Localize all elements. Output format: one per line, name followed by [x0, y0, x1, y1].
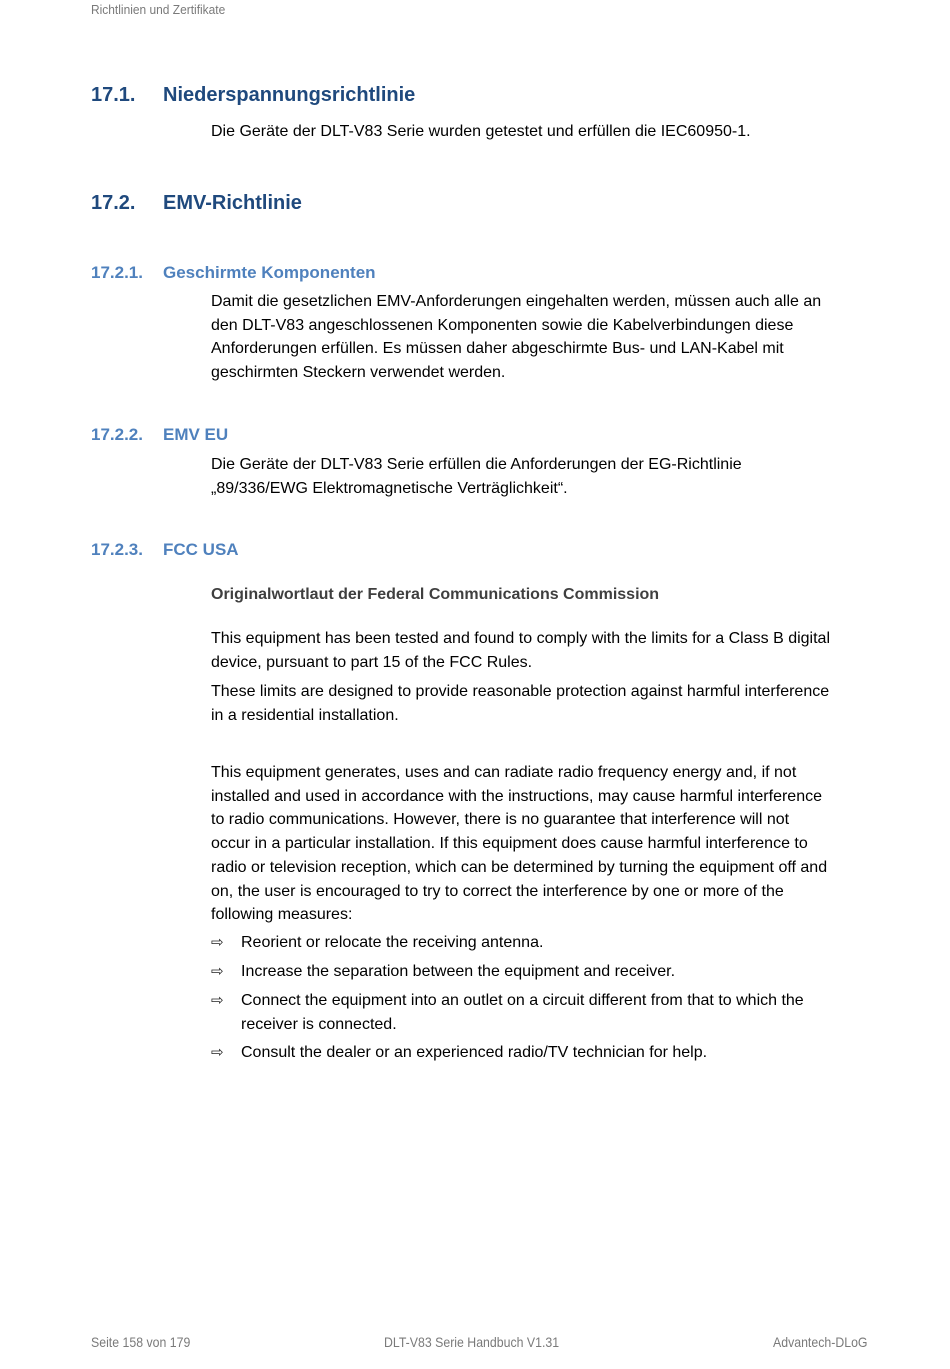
- section-title-17-2-1: Geschirmte Komponenten: [163, 263, 376, 282]
- footer-company-text: Advantech-DLoG: [773, 1334, 868, 1350]
- list-item-text: Consult the dealer or an experienced radio/TV technician for help.: [241, 1044, 708, 1061]
- section-number-17-2-3: 17.2.3.: [91, 540, 143, 559]
- text-line: in a residential installation.: [211, 706, 399, 724]
- text-line: This equipment has been tested and found to comply with the limits for a Class B digital: [211, 630, 830, 647]
- section-text-17-2-1: [211, 290, 871, 385]
- text-line: „89/336/EWG Elektromagnetische Verträglichkeit“.: [211, 479, 568, 497]
- footer-document-title: [384, 1334, 583, 1350]
- list-item-text: receiver is connected.: [241, 1015, 397, 1033]
- text-line: on, the user is encouraged to try to correct the interference by one or more of the: [211, 882, 784, 900]
- footer-doc-text: DLT-V83 Serie Handbuch V1.31: [384, 1334, 560, 1350]
- arrow-right-outline-icon: ⇨: [211, 992, 224, 1009]
- text-line: Anforderungen erfüllen. Es müssen daher abgeschirmte Bus- und LAN-Kabel mit: [211, 340, 784, 358]
- section-text-17-2-2: [211, 453, 871, 500]
- text-line: Die Geräte der DLT-V83 Serie erfüllen die Anforderungen der EG-Richtlinie: [211, 456, 742, 473]
- text-line: device, pursuant to part 15 of the FCC Rules.: [211, 653, 533, 671]
- list-item-text: Reorient or relocate the receiving antenna.: [241, 934, 544, 951]
- text-line: This equipment generates, uses and can radiate radio frequency energy and, if not: [211, 764, 797, 781]
- section-number-17-2: 17.2.: [91, 192, 136, 214]
- list-item-text: Connect the equipment into an outlet on a circuit different from that to which the: [241, 992, 804, 1009]
- section-number-17-1: 17.1.: [91, 84, 136, 106]
- fcc-paragraph-1: [211, 627, 871, 674]
- fcc-subtitle: Originalwortlaut der Federal Communications Commission: [211, 586, 660, 603]
- footer-page-text: Seite 158 von 179: [91, 1334, 191, 1350]
- text-line: geschirmten Steckern verwendet werden.: [211, 364, 506, 382]
- section-number-17-2-1: 17.2.1.: [91, 263, 143, 282]
- section-title-17-2-3: FCC USA: [163, 540, 239, 559]
- fcc-paragraph-3: [211, 761, 871, 927]
- section-text-17-1: Die Geräte der DLT-V83 Serie wurden getestet und erfüllen die IEC60950-1.: [211, 123, 751, 140]
- footer-page-number: [91, 1334, 204, 1350]
- text-line: occur in a particular installation. If this equipment does cause harmful interference to: [211, 835, 808, 853]
- arrow-right-outline-icon: ⇨: [211, 1044, 224, 1061]
- section-title-17-2-2: EMV EU: [163, 425, 229, 444]
- fcc-paragraph-2: [211, 680, 871, 727]
- fcc-measures-list: [211, 931, 871, 1071]
- section-title-17-1: Niederspannungsrichtlinie: [163, 84, 416, 106]
- text-line: den DLT-V83 angeschlossenen Komponenten sowie die Kabelverbindungen diese: [211, 316, 794, 334]
- arrow-right-outline-icon: ⇨: [211, 963, 224, 980]
- section-title-17-2: EMV-Richtlinie: [163, 192, 302, 214]
- text-line: installed and used in accordance with the instructions, may cause harmful interference: [211, 787, 822, 805]
- text-line: to radio communications. However, there is no guarantee that interference will not: [211, 811, 790, 829]
- footer-company: [773, 1334, 880, 1350]
- running-header: Richtlinien und Zertifikate: [91, 2, 226, 17]
- text-line: Damit die gesetzlichen EMV-Anforderungen eingehalten werden, müssen auch alle an: [211, 293, 822, 310]
- section-number-17-2-2: 17.2.2.: [91, 425, 143, 444]
- text-line: following measures:: [211, 906, 353, 924]
- list-item-text: Increase the separation between the equipment and receiver.: [241, 963, 676, 980]
- text-line: radio or television reception, which can be determined by turning the equipment off and: [211, 858, 828, 876]
- arrow-right-outline-icon: ⇨: [211, 934, 224, 951]
- text-line: These limits are designed to provide reasonable protection against harmful interference: [211, 683, 830, 700]
